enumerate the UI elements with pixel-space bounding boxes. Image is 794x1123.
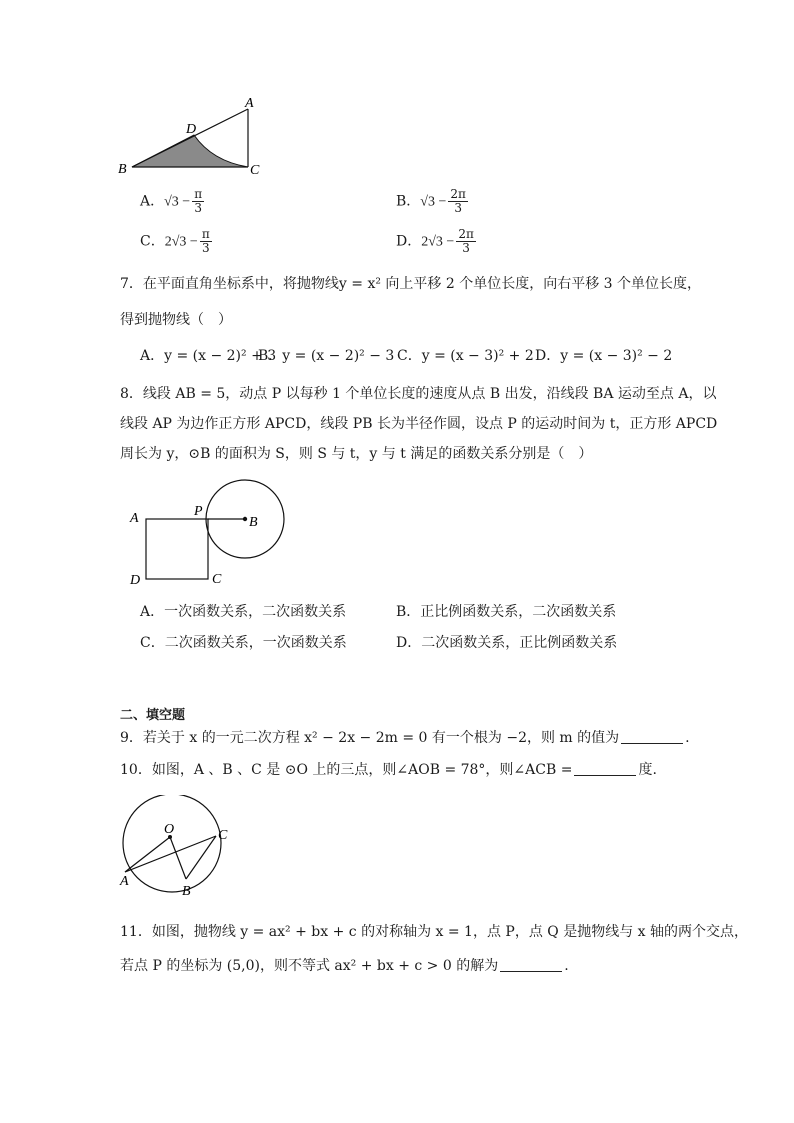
- q11-end: .: [564, 958, 569, 974]
- q8-line-1: 8．线段 AB = 5，动点 P 以每秒 1 个单位长度的速度从点 B 出发，沿线段 BA 运动至点 A，以: [120, 386, 717, 402]
- label-D: D: [130, 573, 141, 588]
- option-expr: 2√3 −: [164, 234, 198, 250]
- label-B: B: [182, 884, 191, 899]
- q7-option-c: C．y = (x − 3)² + 2: [397, 348, 534, 364]
- q8-option-a: A．一次函数关系，二次函数关系: [140, 604, 347, 620]
- label-B: B: [249, 515, 258, 530]
- option-label: C．: [140, 233, 165, 250]
- shaded-region: [132, 135, 248, 167]
- q8-option-b: B．正比例函数关系，二次函数关系: [396, 604, 617, 620]
- q9-text: 9．若关于 x 的一元二次方程 x² − 2x − 2m = 0 有一个根为 −2，则 m 的值为: [120, 730, 620, 746]
- q10-text: 10．如图，A 、B 、C 是 ⊙O 上的三点，则∠AOB = 78°，则∠ACB =: [120, 762, 573, 778]
- answer-blank[interactable]: [621, 729, 683, 744]
- fraction: $\frac{\pi}{3}$: [201, 227, 210, 255]
- q8-line-2: 线段 AP 为边作正方形 APCD，线段 PB 长为半径作圆，设点 P 的运动时间为 t，正方形 APCD: [120, 416, 718, 432]
- answer-blank[interactable]: [500, 957, 562, 972]
- figure-q6: [112, 95, 272, 180]
- option-label: A．: [140, 193, 165, 210]
- q8-option-d: D．二次函数关系，正比例函数关系: [396, 635, 618, 651]
- q7-line-1: 7．在平面直角坐标系中，将抛物线y = x² 向上平移 2 个单位长度，向右平移 3 个单位长度，: [120, 276, 702, 292]
- label-A: A: [120, 874, 129, 889]
- q11-line-2: [120, 956, 569, 976]
- q8-line-3: 周长为 y，⊙B 的面积为 S，则 S 与 t，y 与 t 满足的函数关系分别是（ ）: [120, 446, 593, 462]
- point-B: [243, 517, 247, 521]
- q9-line: [120, 728, 690, 748]
- label-C: C: [250, 163, 260, 178]
- q6-option-d: [396, 228, 478, 255]
- square-APCD: [146, 519, 208, 579]
- q10-line: [120, 760, 657, 780]
- fraction: $\frac{2\pi}{3}$: [458, 227, 474, 255]
- q7-line-2: 得到抛物线（ ）: [120, 312, 232, 328]
- figure-q8: [126, 476, 292, 590]
- figure-q10: [112, 795, 242, 900]
- option-expr: √3 −: [164, 194, 191, 210]
- answer-blank[interactable]: [574, 761, 636, 776]
- q10-end: 度.: [638, 762, 657, 778]
- q7-option-d: D．y = (x − 3)² − 2: [535, 348, 673, 364]
- q7-option-b: B．y = (x − 2)² − 3: [258, 348, 395, 364]
- segment-OB: [170, 837, 186, 879]
- option-expr: √3 −: [420, 194, 447, 210]
- segment-OA: [125, 837, 170, 872]
- q6-option-b: [396, 188, 470, 215]
- q11-line-1: 11．如图，抛物线 y = ax² + bx + c 的对称轴为 x = 1，点 P，点 Q 是抛物线与 x 轴的两个交点，: [120, 924, 748, 940]
- label-B: B: [118, 162, 127, 177]
- q7-option-a: A．y = (x − 2)² + 3: [140, 348, 277, 364]
- label-A: A: [130, 511, 139, 526]
- q9-end: .: [685, 730, 690, 746]
- label-P: P: [194, 504, 203, 519]
- label-D: D: [186, 122, 197, 137]
- label-A: A: [245, 96, 254, 111]
- q8-option-c: C．二次函数关系，一次函数关系: [140, 635, 347, 651]
- segment-AC: [125, 836, 216, 872]
- option-label: D．: [396, 233, 422, 250]
- label-C: C: [218, 828, 228, 843]
- q6-option-c: [140, 228, 214, 255]
- label-C: C: [212, 572, 222, 587]
- fraction: $\frac{2\pi}{3}$: [450, 187, 466, 215]
- option-label: B．: [396, 193, 421, 210]
- section-title: 二、填空题: [120, 708, 186, 723]
- q6-option-a: [140, 188, 206, 215]
- label-O: O: [164, 822, 175, 837]
- q11-text: 若点 P 的坐标为 (5,0)，则不等式 ax² + bx + c > 0 的解为: [120, 958, 499, 974]
- option-expr: 2√3 −: [421, 234, 455, 250]
- fraction: $\frac{\pi}{3}$: [194, 187, 203, 215]
